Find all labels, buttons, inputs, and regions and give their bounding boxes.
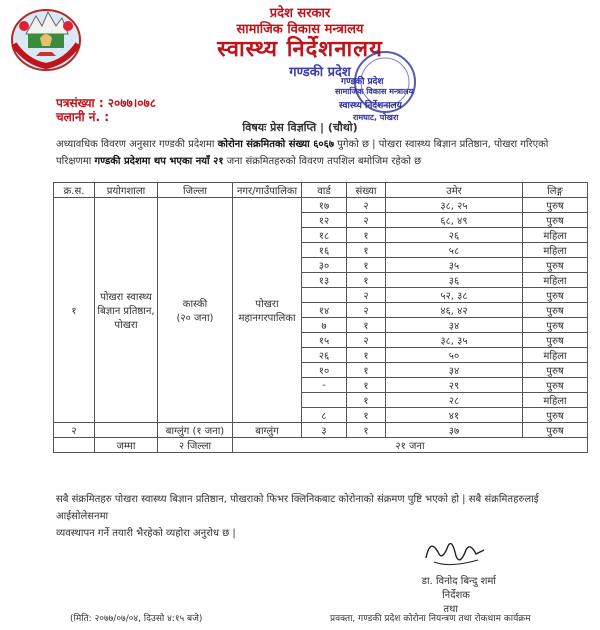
stamp-line-4: रामघाट, पोखरा [353, 113, 399, 122]
cell-age: ३८, ३५ [386, 333, 523, 348]
cell-ward: २६ [302, 348, 347, 363]
col-header-district: जिल्ला [158, 183, 233, 198]
cell-gender: पुरुष [523, 213, 588, 228]
signatory-also: तथा [443, 604, 458, 615]
col-header-count: संख्या [347, 183, 386, 198]
table-row [54, 198, 588, 213]
cell-ward: ३० [302, 258, 347, 273]
cell-age: २९ [386, 378, 523, 393]
cell-gender: पुरुष [523, 408, 588, 423]
cell-age: ३४ [386, 318, 523, 333]
col-header-municipality: नगर/गाउँपालिका [233, 183, 302, 198]
cell-ward: ३ [302, 423, 347, 438]
footer-date: (मिति: २०७७/०७/०४, दिउसो ४:१५ बजे) [70, 614, 203, 624]
cell-gender: पुरुष [523, 258, 588, 273]
cell-age: २८ [386, 393, 523, 408]
cases-table [53, 182, 588, 453]
col-header-gender: लिङ्ग [523, 183, 588, 198]
table-row [54, 423, 588, 438]
cell-count: २ [347, 213, 386, 228]
cell-lab: पोखरा स्वास्थ्य बिज्ञान प्रतिष्ठान, पोखरा [95, 198, 158, 423]
cell-gender: महिला [523, 243, 588, 258]
cell-lab [95, 423, 158, 438]
cell-total-label: जम्मा [95, 438, 158, 453]
cell-age: ४६, ४२ [386, 303, 523, 318]
cell-municipality: पोखरा महानगरपालिका [233, 198, 302, 423]
cell-gender: पुरुष [523, 378, 588, 393]
cell-gender: पुरुष [523, 288, 588, 303]
header-line-1: प्रदेश सरकार [269, 6, 331, 21]
cell-count: १ [347, 378, 386, 393]
cell-gender: महिला [523, 348, 588, 363]
cell-count: १ [347, 393, 386, 408]
cell-empty [54, 438, 95, 453]
cell-count: २ [347, 288, 386, 303]
cell-age: ५२, ३८ [386, 288, 523, 303]
cell-sn: २ [54, 423, 95, 438]
stamp-line-3: स्वास्थ्य निर्देशनालय [339, 101, 402, 111]
cell-count: १ [347, 348, 386, 363]
cell-age: ५८ [386, 243, 523, 258]
closing-paragraph: सबै संक्रमितहरु पोखरा स्वास्थ्य बिज्ञान प्रतिष्ठान, पोखराको फिभर क्लिनिकबाट कोरोनाको संक्रमण पुष्टि भएको हो | सबै संक्रमितहरुलाई आईसोलेसनमा व्यवस्थापन गर्ने तयारी भैरहेको व्यहोरा अनुरोध छ | [56, 494, 539, 539]
cell-ward [302, 288, 347, 303]
header-title: स्वास्थ्य निर्देशनालय [217, 37, 383, 62]
cell-count: १ [347, 408, 386, 423]
cell-gender: पुरुष [523, 303, 588, 318]
cell-gender: पुरुष [523, 363, 588, 378]
cell-age: २६ [386, 228, 523, 243]
cell-age: ३४ [386, 363, 523, 378]
col-header-ward: वार्ड [302, 183, 347, 198]
cell-age: ५० [386, 348, 523, 363]
cell-ward: १० [302, 363, 347, 378]
stamp-line-2: सामाजिक विकास मन्त्रालय [335, 87, 414, 96]
cell-gender: पुरुष [523, 318, 588, 333]
cell-gender: पुरुष [523, 198, 588, 213]
table-header-row [54, 183, 588, 198]
subject-line: विषयः प्रेस विज्ञप्ति | (चौथो) [242, 121, 358, 134]
cell-count: २ [347, 198, 386, 213]
cell-district: बाग्लुंग (१ जना) [158, 423, 233, 438]
signatory-role: प्रवक्ता, गण्डकी प्रदेश कोरोना नियन्त्रण तथा रोकथाम कार्यक्रम [330, 614, 531, 624]
table-total-row [54, 438, 588, 453]
cell-age: ४१ [386, 408, 523, 423]
col-header-sn: क्र.स. [54, 183, 95, 198]
col-header-age: उमेर [386, 183, 523, 198]
cell-ward [302, 393, 347, 408]
cell-ward: ८ [302, 408, 347, 423]
cell-gender: महिला [523, 393, 588, 408]
cell-gender: पुरुष [523, 333, 588, 348]
cell-ward: १३ [302, 273, 347, 288]
cell-count: १ [347, 423, 386, 438]
signatory-title: निर्देशक [442, 590, 470, 601]
cell-count: १ [347, 318, 386, 333]
dispatch-number: चलानी नं. : [56, 110, 110, 124]
intro-paragraph: अध्यावधिक विवरण अनुसार गण्डकी प्रदेशमा कोरोना संक्रमितको संख्या ६०६७ पुगेको छ | पोखरा स्वास्थ्य बिज्ञान प्रतिष्ठान, पोखरा गरिएको परिक्षणमा गण्डकी प्रदेशमा थप भएका नयाँ २१ जना संक्रमितहरुको विवरण तपशिल बमोजिम रहेको छ [56, 139, 549, 167]
cell-gender: महिला [523, 228, 588, 243]
cell-district: कास्की (२० जना) [158, 198, 233, 423]
cell-count: २ [347, 303, 386, 318]
header-line-2: सामाजिक विकास मन्त्रालय [236, 22, 364, 37]
cell-count: २ [347, 333, 386, 348]
cell-ward: १८ [302, 228, 347, 243]
cell-ward: १५ [302, 333, 347, 348]
cell-ward: १६ [302, 243, 347, 258]
cell-total-people: २१ जना [233, 438, 588, 453]
cell-count: १ [347, 228, 386, 243]
cell-ward: - [302, 378, 347, 393]
cell-ward: १२ [302, 213, 347, 228]
nepal-emblem-icon [6, 4, 86, 72]
cell-gender: महिला [523, 273, 588, 288]
signature-icon [420, 532, 490, 572]
cell-total-districts: २ जिल्ला [158, 438, 233, 453]
cell-ward: १७ [302, 198, 347, 213]
cell-count: १ [347, 273, 386, 288]
cell-count: १ [347, 258, 386, 273]
cell-age: ३७ [386, 423, 523, 438]
cell-age: ३६ [386, 273, 523, 288]
col-header-lab: प्रयोगशाला [95, 183, 158, 198]
stamp-line-1: गण्डकी प्रदेश [341, 77, 384, 87]
cell-ward: १४ [302, 303, 347, 318]
cell-gender: पुरुष [523, 423, 588, 438]
cell-count: १ [347, 243, 386, 258]
cell-age: ३८, २५ [386, 198, 523, 213]
cell-municipality: बाग्लुंग [233, 423, 302, 438]
cell-count: १ [347, 363, 386, 378]
signatory-name: डा. विनोद बिन्दु शर्मा [421, 576, 496, 587]
reference-number: पत्रसंख्या : २०७७।०७८ [56, 96, 157, 110]
cell-sn: १ [54, 198, 95, 423]
cell-age: ३५ [386, 258, 523, 273]
header-line-4: गण्डकी प्रदेश [289, 65, 351, 80]
cell-ward: ७ [302, 318, 347, 333]
cell-age: ६८, ४९ [386, 213, 523, 228]
